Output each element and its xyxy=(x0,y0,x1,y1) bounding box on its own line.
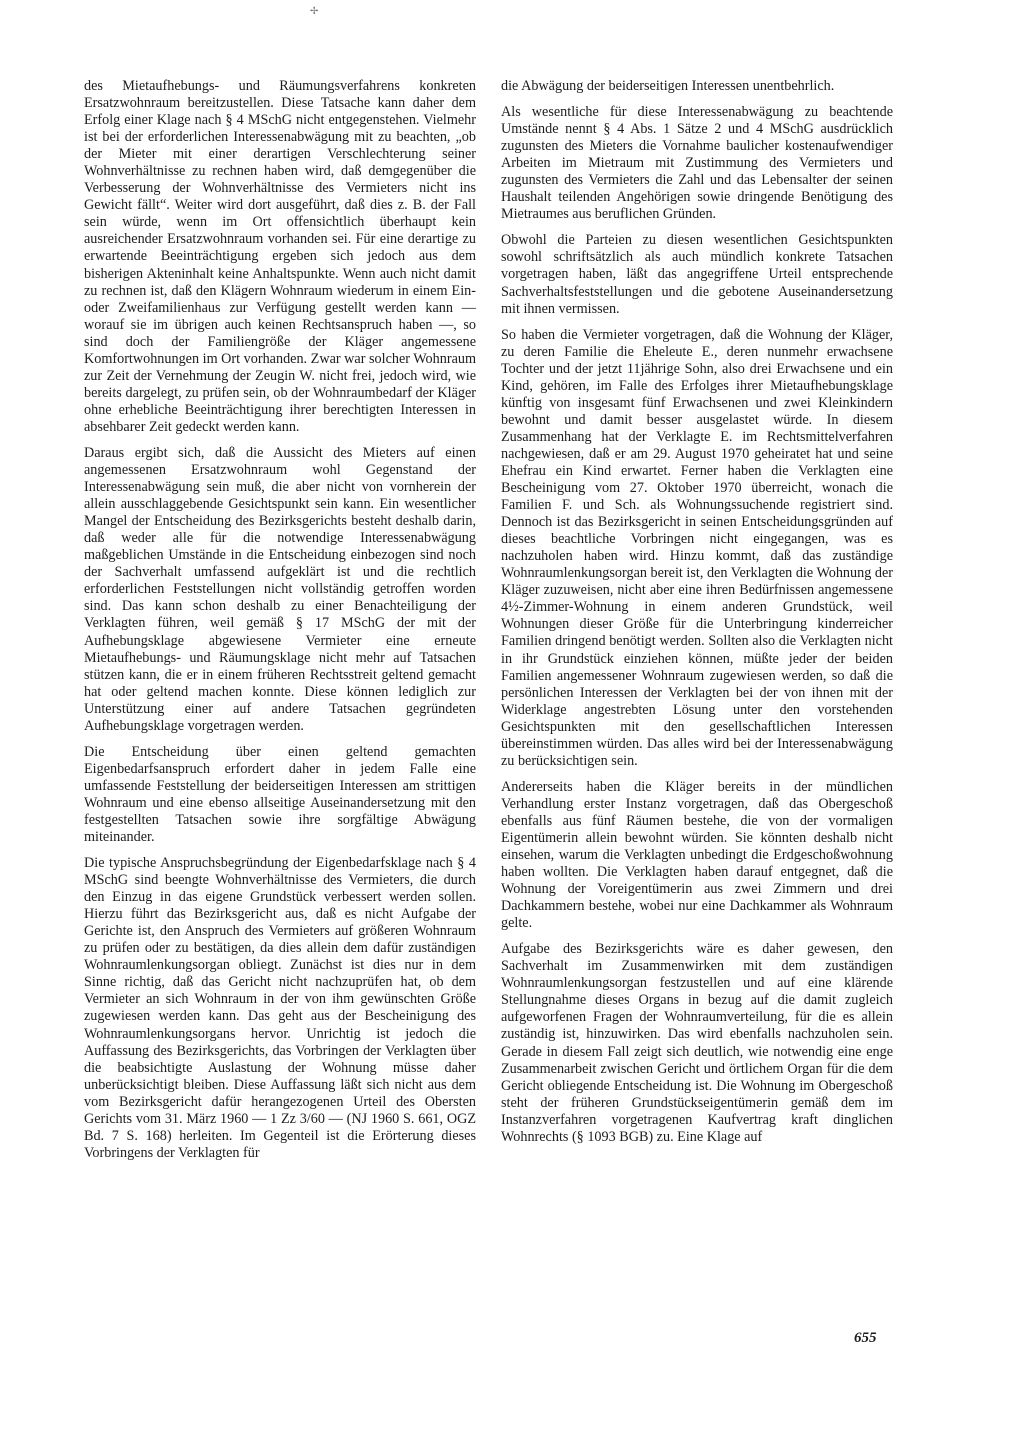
page-mark: ✢ xyxy=(310,6,319,17)
paragraph: Die Entscheidung über einen geltend gemachten Eigenbedarfsanspruch erfordert daher in jedem Falle eine umfassende Feststellung der beiderseitigen Interessen am strittigen Wohnraum und eine ebenso allseitige Auseinandersetzung mit den festgestellten Tatsachen sowie ihre sorgfältige Abwägung miteinander. xyxy=(84,743,476,846)
paragraph: Obwohl die Parteien zu diesen wesentlichen Gesichtspunkten sowohl schriftsätzlich als auch mündlich konkrete Tatsachen vorgetragen haben, läßt das angegriffene Urteil entsprechende Sachverhaltsfeststellungen und die gebotene Auseinandersetzung mit ihnen vermissen. xyxy=(501,232,893,317)
paragraph: des Mietaufhebungs- und Räumungsverfahrens konkreten Ersatzwohnraum bereitzustellen. Diese Tatsache kann daher dem Erfolg einer Klage nach § 4 MSchG nicht entgegenstehen. Vielmehr ist bei der erforderlichen Interessenabwägung mit zu beachten, „ob der Mieter mit einer derartigen Verschlechterung seiner Wohnverhältnisse zu rechnen haben wird, daß demgegenüber die Verbesserung der Wohnverhältnisse des Vermieters nicht ins Gewicht fällt“. Weiter wird dort ausgeführt, daß dies z. B. der Fall sein würde, wenn im Ort offensichtlich überhaupt kein ausreichender Ersatzwohnraum vorhanden sei. Für eine derartige zu erwartende Beeinträchtigung ergeben sich jedoch aus dem bisherigen Akteninhalt keine Anhaltspunkte. Wenn auch nicht damit zu rechnen ist, daß den Klägern Wohnraum wiederum in einem Ein- oder Zweifamilienhaus zur Verfügung gestellt werden kann — worauf sie im übrigen auch keinen Rechtsanspruch haben —, so sind doch der Familiengröße der Kläger angemessene Komfortwohnungen im Ort vorhanden. Zwar war solcher Wohnraum zur Zeit der Vernehmung der Zeugin W. nicht frei, jedoch wird, wie bereits dargelegt, zu prüfen sein, ob der Wohnraumbedarf der Kläger ohne erhebliche Beeinträchtigung ihrer berechtigten Interessen in absehbarer Zeit gedeckt werden kann. xyxy=(84,78,476,435)
paragraph: Die typische Anspruchsbegründung der Eigenbedarfsklage nach § 4 MSchG sind beengte Wohnverhältnisse des Vermieters, die durch den Einzug in das eigene Grundstück verbessert werden sollen. Hierzu führt das Bezirksgericht aus, daß es nicht Aufgabe der Gerichte ist, den Anspruch des Vermieters auf größeren Wohnraum zu prüfen oder zu bestätigen, da dies allein dem dafür zuständigen Wohnraumlenkungsorgan obliegt. Zunächst ist dies nur in dem Sinne richtig, daß das Gericht nicht nachzuprüfen hat, ob dem Vermieter an sich Wohnraum in der von ihm gewünschten Größe zugewiesen werden kann. Das geht aus der Bescheinigung des Wohnraumlenkungsorgans hervor. Unrichtig ist jedoch die Auffassung des Bezirksgerichts, das Vorbringen der Verklagten über die beabsichtigte Auslastung der Wohnung müsse daher unberücksichtigt bleiben. Diese Auffassung läßt sich nicht aus dem vom Bezirksgericht dafür herangezogenen Urteil des Obersten Gerichts vom 31. März 1960 — 1 Zz 3/60 — (NJ 1960 S. 661, OGZ Bd. 7 S. 168) herleiten. Im Gegenteil ist die Erörterung dieses Vorbringens der Verklagten für xyxy=(84,855,476,1161)
paragraph: So haben die Vermieter vorgetragen, daß die Wohnung der Kläger, zu deren Familie die Eheleute E., deren nunmehr erwachsene Tochter und der jetzt 11jährige Sohn, also drei Erwachsene und ein Kind, gehören, im Falle des Erfolges ihrer Mietaufhebungsklage künftig von insgesamt fünf Erwachsenen und zwei Kleinkindern bewohnt und damit besser ausgelastet würde. In diesem Zusammenhang hat der Verklagte E. im Rechtsmittelverfahren nachgewiesen, daß er am 29. August 1970 geheiratet hat und seine Ehefrau ein Kind erwartet. Ferner haben die Verklagten eine Bescheinigung vom 27. Oktober 1970 überreicht, wonach die Familien F. und Sch. als Wohnungssuchende registriert sind. Dennoch ist das Bezirksgericht in seinen Entscheidungsgründen auf dieses beachtliche Vorbringen nicht eingegangen, was es nachzuholen haben wird. Hinzu kommt, daß das zuständige Wohnraumlenkungsorgan bereit ist, den Verklagten die Wohnung der Kläger zuzuweisen, nicht aber eine ihren Bedürfnissen angemessene 4½-Zimmer-Wohnung in einem anderen Grundstück, weil Wohnungen dieser Größe für die Unterbringung kinderreicher Familien dringend benötigt werden. Sollten also die Verklagten nicht in ihr Grundstück einziehen können, müßte jeder der beiden Familien angemessener Wohnraum zugewiesen werden, so daß die persönlichen Interessen der Verklagten bei der von ihnen mit der Widerklage angestrebten Lösung unter den vorstehenden Gesichtspunkten mit den gesellschaftlichen Interessen übereinstimmen würden. Das alles wird bei der Interessenabwägung zu berücksichtigen sein. xyxy=(501,326,893,769)
left-column xyxy=(84,78,476,1162)
paragraph: Aufgabe des Bezirksgerichts wäre es daher gewesen, den Sachverhalt im Zusammenwirken mit dem zuständigen Wohnraumlenkungsorgan festzustellen und auf eine klärende Stellungnahme dieses Organs in bezug auf die damit zugleich aufgeworfenen Fragen der Wohnraumverteilung, für die es allein zuständig ist, hinzuwirken. Das wird ebenfalls nachzuholen sein. Gerade in diesem Fall zeigt sich deutlich, wie notwendig eine enge Zusammenarbeit zwischen Gericht und örtlichem Organ für die dem Gericht obliegende Entscheidung ist. Die Wohnung im Obergeschoß steht der früheren Grundstückseigentümerin gemäß dem im Instanzverfahren vorgetragenen Kaufvertrag kraft dinglichen Wohnrechts (§ 1093 BGB) zu. Eine Klage auf xyxy=(501,941,893,1145)
paragraph: Andererseits haben die Kläger bereits in der mündlichen Verhandlung erster Instanz vorgetragen, daß das Obergeschoß ebenfalls aus fünf Räumen bestehe, die von der vormaligen Eigentümerin allein bewohnt würden. Sie könnten deshalb nicht einsehen, warum die Verklagten unbedingt die Erdgeschoßwohnung haben wollten. Die Verklagten haben darauf entgegnet, daß die Wohnung der Voreigentümerin aus zwei Zimmern und drei Dachkammern bestehe, wobei nur eine Dachkammer als Wohnraum gelte. xyxy=(501,778,893,932)
page-number: 655 xyxy=(854,1330,877,1346)
right-column xyxy=(501,78,893,1146)
paragraph: Daraus ergibt sich, daß die Aussicht des Mieters auf einen angemessenen Ersatzwohnraum wohl Gegenstand der Interessenabwägung sein muß, die aber nicht von vornherein der allein ausschlaggebende Gesichtspunkt sein kann. Ein wesentlicher Mangel der Entscheidung des Bezirksgerichts besteht deshalb darin, daß weder alle für die notwendige Interessenabwägung maßgeblichen Umstände in die Entscheidung einbezogen sind noch der Sachverhalt umfassend aufgeklärt ist und die rechtlich erforderlichen Feststellungen nicht vollständig getroffen worden sind. Das kann schon deshalb zu einer Benachteiligung der Verklagten führen, weil gemäß § 17 MSchG der mit der Aufhebungsklage abgewiesene Vermieter eine erneute Mietaufhebungs- und Räumungsklage nicht mehr auf Tatsachen stützen kann, die er in einem früheren Rechtsstreit geltend gemacht hat oder geltend machen konnte. Diese können lediglich zur Unterstützung einer auf andere Tatsachen gegründeten Aufhebungsklage vorgetragen werden. xyxy=(84,444,476,734)
paragraph: Als wesentliche für diese Interessenabwägung zu beachtende Umstände nennt § 4 Abs. 1 Sätze 2 und 4 MSchG ausdrücklich zugunsten des Mieters die Vornahme baulicher kostenaufwendiger Arbeiten im Mietraum mit Zustimmung des Vermieters und zugunsten des Vermieters die Zahl und das Lebensalter der seinen Haushalt teilenden Angehörigen sowie dringende Benötigung des Mietraumes aus beruflichen Gründen. xyxy=(501,104,893,223)
paragraph: die Abwägung der beiderseitigen Interessen unentbehrlich. xyxy=(501,78,835,94)
